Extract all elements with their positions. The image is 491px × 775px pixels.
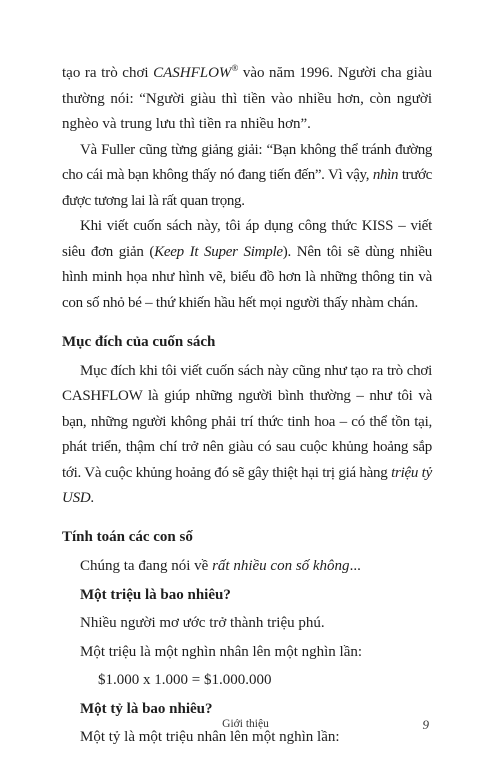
page-footer bbox=[0, 718, 491, 738]
emphasis-many-zeros: rất nhiều con số không bbox=[212, 558, 350, 574]
text-run: vào năm 1996. Người cha giàu thường nói: “Người giàu thì tiền vào nhiều hơn, còn người nghèo và trung lưu thì tiền ra nhiều hơn”. bbox=[62, 65, 432, 132]
page-body bbox=[62, 61, 432, 754]
text-run: ... bbox=[349, 558, 361, 574]
text-run: tạo ra trò chơi bbox=[62, 65, 154, 81]
text-run: Chúng ta đang nói về bbox=[80, 558, 213, 574]
emphasis-trillion-usd: triệu tỷ USD bbox=[62, 464, 432, 506]
emphasis-keep-it-super-simple: Keep It Super Simple bbox=[154, 243, 283, 260]
cashflow-name: CASHFLOW bbox=[153, 65, 232, 81]
text-run: . bbox=[90, 490, 94, 506]
text-run: Khi viết cuốn sách này, tôi áp dụng công thức KISS – viết siêu đơn giản ( bbox=[62, 218, 432, 260]
list-line: Nhiều người mơ ước trở thành triệu phú. bbox=[80, 615, 325, 631]
list-question-billion: Một tỷ là bao nhiêu? bbox=[80, 700, 213, 717]
emphasis-nhin: nhìn bbox=[372, 167, 399, 183]
paragraph-purpose bbox=[62, 359, 432, 512]
section-heading-numbers: Tính toán các con số bbox=[62, 528, 193, 545]
equation-million: $1.000 x 1.000 = $1.000.000 bbox=[98, 672, 272, 688]
section-heading-purpose: Mục đích của cuốn sách bbox=[62, 334, 216, 350]
text-run: Mục đích khi tôi viết cuốn sách này cũng như tạo ra trò chơi CASHFLOW là giúp những người bình thường – như tôi và bạn, những người không phải trí thức tinh hoa – có thể tồn tại, phát triển, thậm chí trở nên giàu có sau cuộc khủng hoảng sắp tới. Và cuộc khủng hoảng đó sẽ gây thiệt hại trị giá hàng bbox=[62, 362, 432, 481]
text-run: Và Fuller cũng từng giảng giải: “Bạn không thể tránh đường cho cái mà bạn không thấy nó đang tiến đến”. Vì vậy, bbox=[62, 141, 432, 183]
registered-mark: ® bbox=[231, 63, 239, 73]
list-line bbox=[80, 554, 432, 580]
text-run: trước được tương lai là rất quan trọng. bbox=[62, 167, 432, 209]
list-line: Một triệu là một nghìn nhân lên một nghìn lần: bbox=[80, 643, 363, 660]
paragraph-fuller-quote bbox=[62, 138, 432, 215]
page-number: 9 bbox=[422, 717, 429, 732]
list-line: Một tỷ là một triệu nhân lên một nghìn lần: bbox=[80, 729, 340, 745]
list-question-million: Một triệu là bao nhiêu? bbox=[80, 586, 231, 603]
paragraph-kiss bbox=[62, 214, 432, 316]
text-run: ). Nên tôi sẽ dùng nhiều hình minh họa như hình vẽ, biểu đồ hơn là những thông tin và con số nhỏ bé – thứ khiến hầu hết mọi người thấy nhàm chán. bbox=[62, 243, 433, 311]
paragraph-cashflow-intro bbox=[62, 61, 432, 138]
running-footer-title: Giới thiệu bbox=[222, 718, 269, 730]
